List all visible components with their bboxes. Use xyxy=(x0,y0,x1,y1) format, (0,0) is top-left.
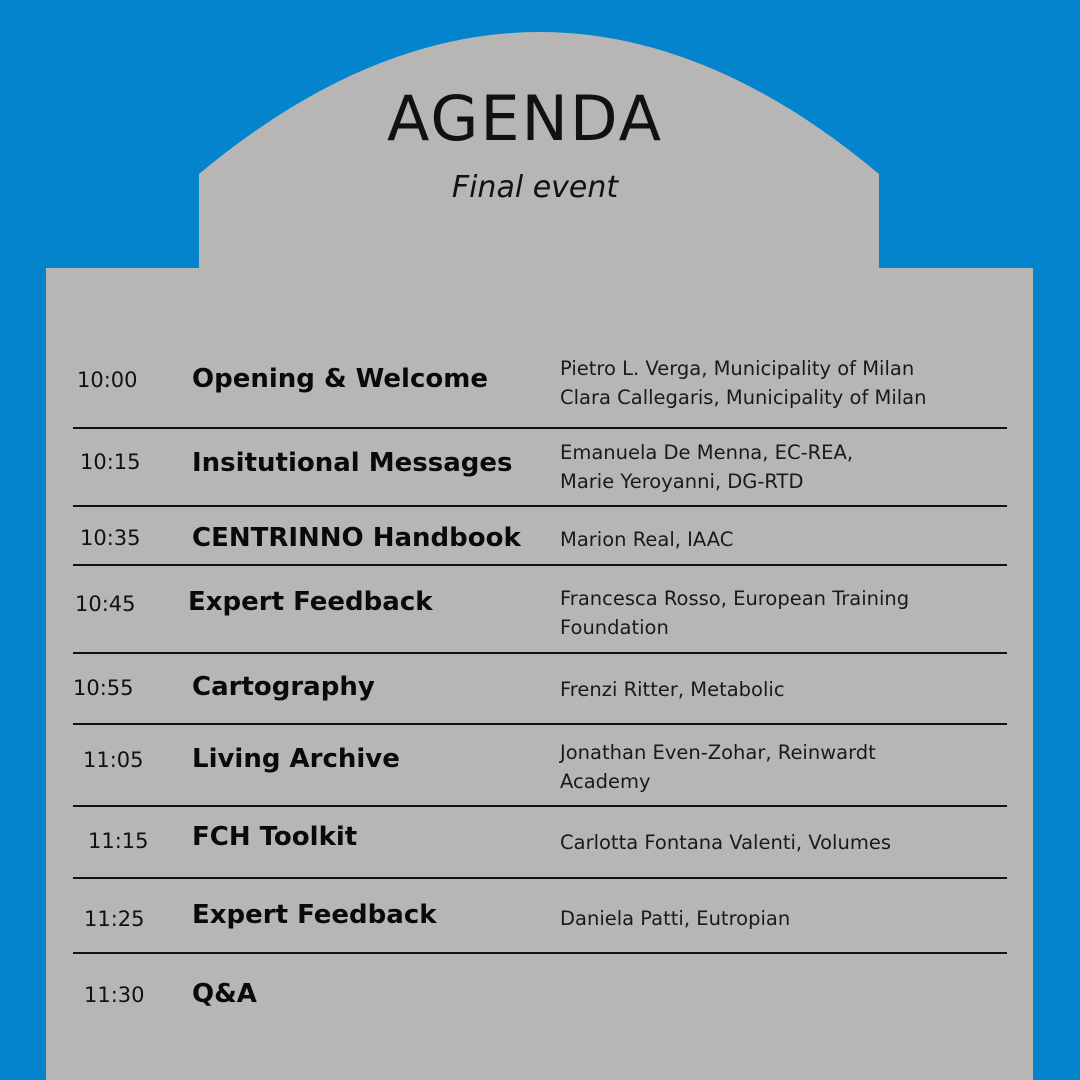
agenda-speakers xyxy=(560,354,980,412)
row-divider xyxy=(73,877,1007,879)
row-divider xyxy=(73,564,1007,566)
agenda-time: 10:55 xyxy=(73,676,134,700)
agenda-time: 11:25 xyxy=(84,907,145,931)
row-divider xyxy=(73,723,1007,725)
speaker-line: Foundation xyxy=(560,616,669,639)
speaker-line: Pietro L. Verga, Municipality of Milan xyxy=(560,357,915,380)
row-divider xyxy=(73,805,1007,807)
agenda-time: 11:05 xyxy=(83,748,144,772)
agenda-topic: Q&A xyxy=(192,979,257,1009)
agenda-time: 10:35 xyxy=(80,526,141,550)
page-title: AGENDA xyxy=(387,82,663,155)
agenda-time: 10:00 xyxy=(77,368,138,392)
agenda-speakers xyxy=(560,584,980,642)
agenda-time: 10:15 xyxy=(80,450,141,474)
speaker-line: Marie Yeroyanni, DG-RTD xyxy=(560,470,804,493)
speaker-line: Clara Callegaris, Municipality of Milan xyxy=(560,386,927,409)
agenda-speakers xyxy=(560,738,980,796)
speaker-line: Marion Real, IAAC xyxy=(560,528,734,551)
agenda-speakers xyxy=(560,525,980,554)
row-divider xyxy=(73,952,1007,954)
speaker-line: Daniela Patti, Eutropian xyxy=(560,907,791,930)
agenda-speakers xyxy=(560,675,980,704)
agenda-topic: Insitutional Messages xyxy=(192,448,513,478)
agenda-topic: Expert Feedback xyxy=(192,900,437,930)
speaker-line: Carlotta Fontana Valenti, Volumes xyxy=(560,831,891,854)
page-subtitle: Final event xyxy=(451,170,619,205)
agenda-topic: Cartography xyxy=(192,672,375,702)
agenda-time: 10:45 xyxy=(75,592,136,616)
speaker-line: Frenzi Ritter, Metabolic xyxy=(560,678,785,701)
agenda-speakers xyxy=(560,904,980,933)
agenda-time: 11:30 xyxy=(84,983,145,1007)
agenda-topic: Opening & Welcome xyxy=(192,364,488,394)
speaker-line: Academy xyxy=(560,770,651,793)
agenda-topic: CENTRINNO Handbook xyxy=(192,523,521,553)
agenda-speakers xyxy=(560,828,980,857)
speaker-line: Jonathan Even-Zohar, Reinwardt xyxy=(560,741,876,764)
speaker-line: Francesca Rosso, European Training xyxy=(560,587,910,610)
row-divider xyxy=(73,427,1007,429)
agenda-topic: FCH Toolkit xyxy=(192,822,358,852)
agenda-speakers xyxy=(560,438,980,496)
row-divider xyxy=(73,505,1007,507)
row-divider xyxy=(73,652,1007,654)
agenda-time: 11:15 xyxy=(88,829,149,853)
agenda-topic: Expert Feedback xyxy=(188,587,433,617)
speaker-line: Emanuela De Menna, EC-REA, xyxy=(560,441,854,464)
agenda-topic: Living Archive xyxy=(192,744,400,774)
